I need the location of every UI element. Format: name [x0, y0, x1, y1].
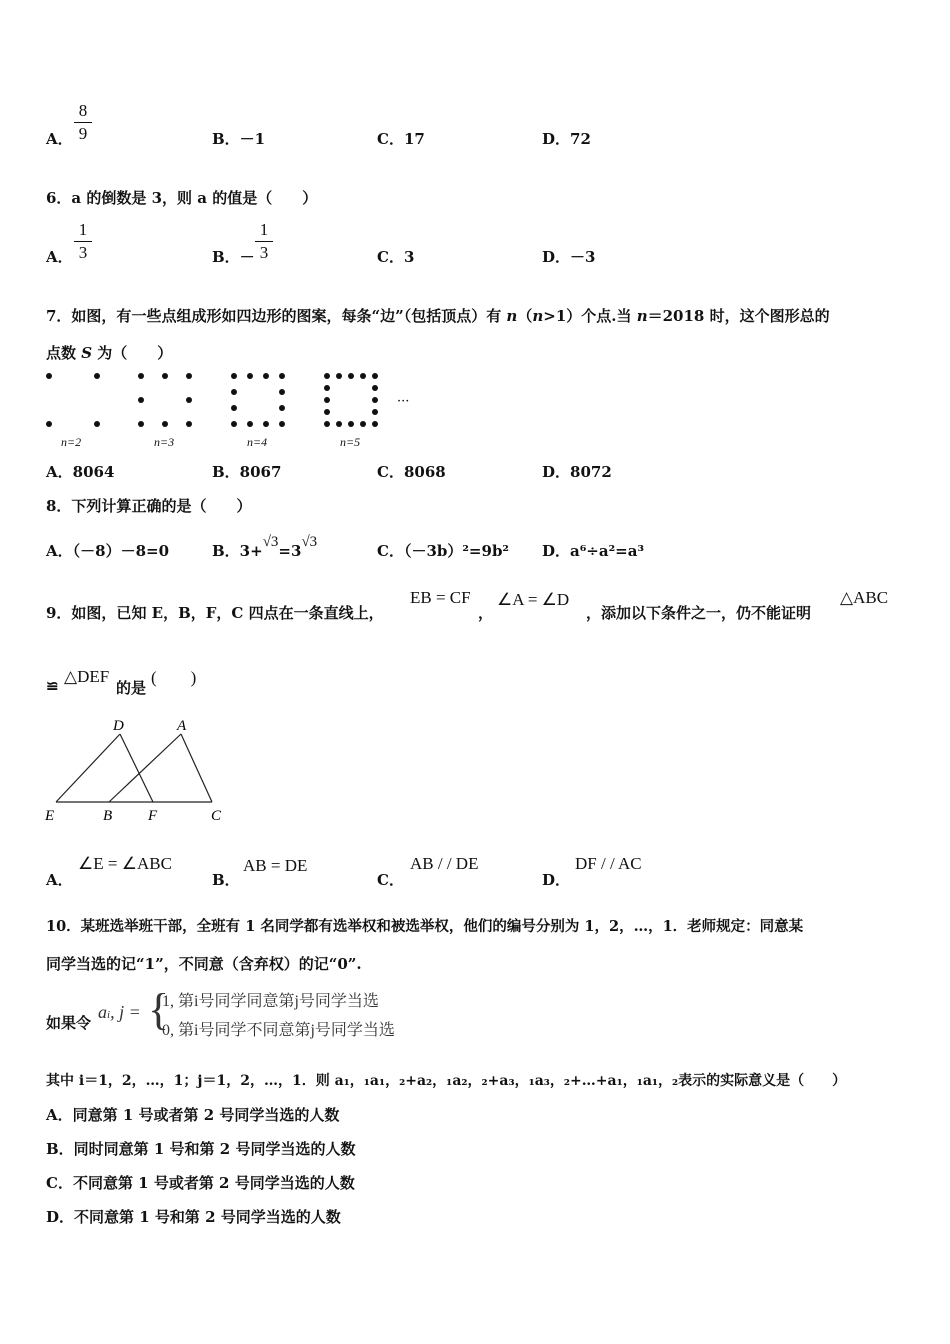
- line-ac: [181, 734, 212, 802]
- q10-aij-a: a: [98, 1002, 107, 1022]
- q9-condition-2: ∠A = ∠D: [497, 590, 570, 609]
- fraction-bar: [255, 241, 273, 242]
- q6-option-a-fraction: [74, 220, 92, 263]
- label-c: C: [211, 808, 222, 824]
- dot: [162, 373, 168, 379]
- q7-stem-line1: [46, 305, 830, 326]
- q9-stem-a: 9．如图，已知 E，B，F，C 四点在一条直线上，: [46, 604, 384, 622]
- label-f: F: [148, 808, 158, 824]
- dot: [324, 397, 330, 403]
- dot: [138, 373, 144, 379]
- fraction-numerator: 8: [78, 101, 88, 120]
- dot: [231, 389, 237, 395]
- dot: [186, 397, 192, 403]
- q7-ellipsis: ···: [397, 394, 410, 409]
- q10-aij-sub: i: [107, 1009, 111, 1021]
- dot: [360, 373, 366, 379]
- fraction-denominator: 3: [78, 243, 88, 262]
- q5-option-c: C．17: [377, 130, 425, 148]
- q10-where: 其中 i＝1，2，…，1；j＝1，2，…，1．则 a₁，₁a₁，₂+a₂，₁a₂，₂+a₃，₁a₃，₂+…+a₁，₁a₁，₂表示的实际意义是（ ）: [46, 1073, 847, 1089]
- q9-congruent: ≌: [46, 677, 59, 695]
- fraction-bar: [74, 122, 92, 123]
- dot: [348, 421, 354, 427]
- fraction-bar: [74, 241, 92, 242]
- q10-option-c: C．不同意第 1 号或者第 2 号同学当选的人数: [46, 1174, 355, 1192]
- line-df: [120, 734, 153, 802]
- dot: [46, 421, 52, 427]
- q10-stem-line2: 同学当选的记“1”，不同意（含弃权）的记“0”.: [46, 955, 362, 973]
- q9-option-b: AB = DE: [243, 856, 308, 875]
- q5-option-b: B．－1: [212, 130, 266, 148]
- dot: [279, 389, 285, 395]
- q8-option-c: C．（－3b）²=9b²: [377, 542, 509, 560]
- q7-var-n: n: [636, 307, 648, 325]
- q9-comma: ，: [478, 604, 494, 622]
- q10-case-1: 1, 第i号同学同意第j号同学当选: [162, 993, 379, 1010]
- q8-option-b-root: √3: [301, 534, 318, 550]
- dot: [360, 421, 366, 427]
- q9-option-d: DF / / AC: [575, 854, 642, 873]
- q9-option-b-label: B．: [212, 871, 240, 889]
- dot: [231, 373, 237, 379]
- dot: [94, 373, 100, 379]
- q5-option-a-fraction: [74, 101, 92, 144]
- dot: [372, 373, 378, 379]
- dot: [336, 373, 342, 379]
- q6-stem: 6．a 的倒数是 3，则 a 的值是（ ）: [46, 189, 318, 207]
- q9-stem-c: 的是: [116, 679, 147, 697]
- q8-option-b-text: =3: [278, 542, 302, 560]
- q6-option-d: D．－3: [542, 248, 596, 266]
- dot: [336, 421, 342, 427]
- q8-option-b-root: √3: [262, 534, 279, 550]
- q9-condition-1: EB = CF: [410, 588, 471, 607]
- dot: [324, 409, 330, 415]
- q9-stem-b: ，添加以下条件之一，仍不能证明: [586, 604, 812, 622]
- q9-option-a-label: A．: [46, 871, 73, 889]
- q7-stem-text: >1）个点.当: [543, 307, 637, 325]
- dot: [372, 409, 378, 415]
- label-d: D: [113, 718, 124, 734]
- q7-stem-text: 7．如图，有一些点组成形如四边形的图案，每条“边”（包括顶点）有: [46, 307, 507, 325]
- dot: [231, 405, 237, 411]
- dot: [372, 397, 378, 403]
- dot: [279, 421, 285, 427]
- q10-let: 如果令: [46, 1014, 92, 1032]
- q7-label-n4: n=4: [247, 435, 268, 449]
- q9-triangle-def: △DEF: [64, 667, 110, 686]
- q7-var-n: n: [532, 307, 544, 325]
- q6-option-b-label: B．－: [212, 248, 255, 266]
- dot: [162, 421, 168, 427]
- q7-stem-text: （: [517, 307, 533, 325]
- q10-aij-j: , j =: [110, 1002, 141, 1022]
- dot: [186, 373, 192, 379]
- dot: [324, 385, 330, 391]
- dot: [263, 373, 269, 379]
- dot: [138, 397, 144, 403]
- fraction-denominator: 3: [259, 243, 269, 262]
- fraction-numerator: 1: [259, 220, 269, 239]
- dot: [247, 373, 253, 379]
- q9-option-a: ∠E = ∠ABC: [78, 854, 172, 873]
- q7-option-d: D．8072: [542, 463, 612, 481]
- q7-stem-text: 点数: [46, 344, 82, 362]
- dot: [324, 421, 330, 427]
- dot: [186, 421, 192, 427]
- q9-option-c: AB / / DE: [410, 854, 479, 873]
- q10-brace: {: [148, 985, 170, 1034]
- dot: [279, 373, 285, 379]
- q10-aij: [98, 1002, 141, 1023]
- q7-option-c: C．8068: [377, 463, 446, 481]
- q8-option-b: [212, 534, 318, 561]
- q9-answer-paren: ( ): [151, 668, 197, 687]
- q10-option-a: A．同意第 1 号或者第 2 号同学当选的人数: [46, 1106, 340, 1124]
- q10-stem-line1: 10．某班选举班干部，全班有 1 名同学都有选举权和被选举权，他们的编号分别为 1，2，…，1．老师规定：同意某: [46, 918, 804, 935]
- line-ba: [109, 734, 181, 802]
- q10-case-2: 0, 第i号同学不同意第j号同学当选: [162, 1022, 395, 1039]
- dot: [372, 385, 378, 391]
- q5-option-a-label: A．: [46, 130, 73, 148]
- dot: [247, 421, 253, 427]
- q6-option-a-label: A．: [46, 248, 73, 266]
- q8-stem: 8．下列计算正确的是（ ）: [46, 497, 252, 515]
- label-e: E: [45, 808, 55, 824]
- dot: [231, 421, 237, 427]
- line-ed: [56, 734, 120, 802]
- fraction-numerator: 1: [78, 220, 88, 239]
- q7-var-s: S: [81, 344, 93, 362]
- dot: [138, 421, 144, 427]
- dot: [348, 373, 354, 379]
- dot: [279, 405, 285, 411]
- q7-stem-text: ＝2018 时，这个图形总的: [647, 307, 830, 325]
- dot: [372, 421, 378, 427]
- q7-stem-text: 为（ ）: [92, 344, 173, 362]
- dot: [263, 421, 269, 427]
- q7-label-n5: n=5: [340, 435, 361, 449]
- q10-option-d: D．不同意第 1 号和第 2 号同学当选的人数: [46, 1208, 341, 1226]
- q9-triangle-abc: △ABC: [840, 588, 889, 607]
- dot: [94, 421, 100, 427]
- q7-var-n: n: [506, 307, 518, 325]
- q6-option-b-fraction: [255, 220, 273, 263]
- q5-option-d: D．72: [542, 130, 591, 148]
- q7-label-n2: n=2: [61, 435, 82, 449]
- q9-option-c-label: C．: [377, 871, 404, 889]
- q6-option-c: C．3: [377, 248, 415, 266]
- q7-stem-line2: [46, 342, 172, 363]
- dot: [46, 373, 52, 379]
- q7-option-a: A．8064: [46, 463, 115, 481]
- q9-option-d-label: D．: [542, 871, 571, 889]
- q8-option-b-text: B．3+: [212, 542, 263, 560]
- q7-label-n3: n=3: [154, 435, 175, 449]
- label-b: B: [103, 808, 113, 824]
- fraction-denominator: 9: [78, 124, 88, 143]
- q9-triangle-figure: [40, 712, 240, 827]
- q7-option-b: B．8067: [212, 463, 282, 481]
- q8-option-a: A．（－8）－8=0: [46, 542, 170, 560]
- label-a: A: [177, 718, 187, 734]
- q8-option-d: D．a⁶÷a²=a³: [542, 542, 645, 560]
- dot: [324, 373, 330, 379]
- q10-option-b: B．同时同意第 1 号和第 2 号同学当选的人数: [46, 1140, 356, 1158]
